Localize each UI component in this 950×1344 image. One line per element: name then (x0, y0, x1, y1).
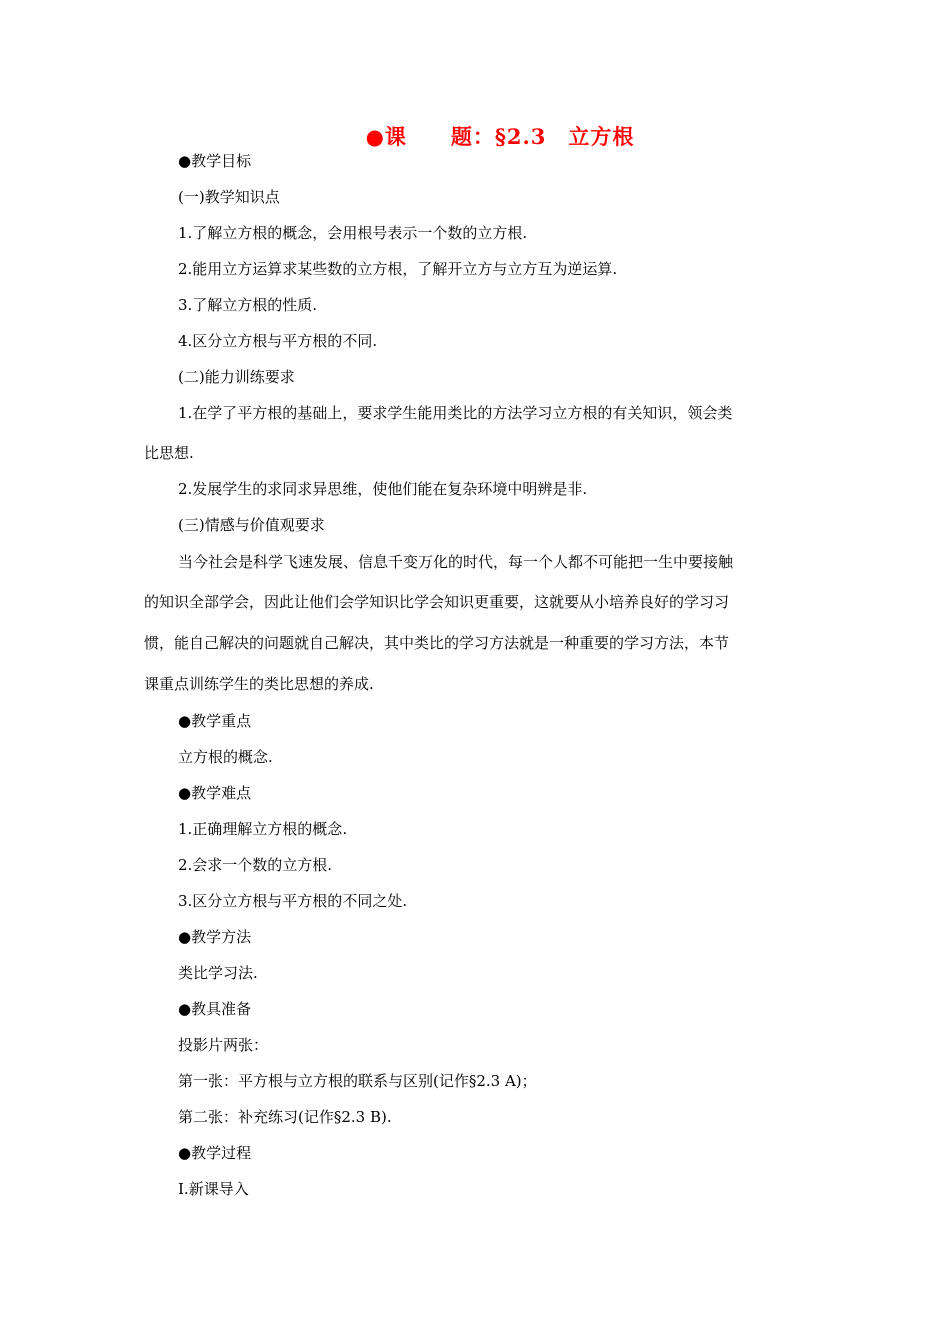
paragraph-line: 3.区分立方根与平方根的不同之处. (178, 892, 408, 910)
paragraph-line: 课重点训练学生的类比思想的养成. (144, 675, 374, 693)
paragraph-line: 立方根的概念. (178, 748, 273, 766)
paragraph-line: Ⅰ.新课导入 (178, 1180, 249, 1198)
document-title: ●课 题：§2.3 立方根 (365, 124, 635, 149)
heading-objectives: ●教学目标 (178, 152, 252, 170)
subheading-knowledge: (一)教学知识点 (178, 188, 280, 206)
heading-process: ●教学过程 (178, 1144, 252, 1162)
paragraph-line: 1.在学了平方根的基础上，要求学生能用类比的方法学习立方根的有关知识，领会类 (178, 404, 733, 422)
paragraph-line: 1.正确理解立方根的概念. (178, 820, 348, 838)
paragraph-line: 当今社会是科学飞速发展、信息千变万化的时代，每一个人都不可能把一生中要接触 (178, 553, 734, 571)
heading-difficulties: ●教学难点 (178, 784, 252, 802)
paragraph-line: 3.了解立方根的性质. (178, 296, 318, 314)
heading-key-points: ●教学重点 (178, 712, 252, 730)
paragraph-line: 2.能用立方运算求某些数的立方根，了解开立方与立方互为逆运算. (178, 260, 618, 278)
paragraph-line: 惯，能自己解决的问题就自己解决，其中类比的学习方法就是一种重要的学习方法，本节 (144, 634, 730, 652)
subheading-ability: (二)能力训练要求 (178, 368, 295, 386)
paragraph-line: 第一张：平方根与立方根的联系与区别(记作§2.3 A)； (178, 1072, 537, 1090)
paragraph-line: 2.会求一个数的立方根. (178, 856, 333, 874)
paragraph-line: 第二张：补充练习(记作§2.3 B). (178, 1108, 392, 1126)
paragraph-line: 投影片两张： (178, 1036, 269, 1054)
heading-materials: ●教具准备 (178, 1000, 252, 1018)
heading-methods: ●教学方法 (178, 928, 252, 946)
subheading-values: (三)情感与价值观要求 (178, 516, 325, 534)
paragraph-line: 的知识全部学会，因此让他们会学知识比学会知识更重要，这就要从小培养良好的学习习 (144, 593, 730, 611)
paragraph-line: 比思想. (144, 444, 194, 462)
paragraph-line: 类比学习法. (178, 964, 258, 982)
paragraph-line: 2.发展学生的求同求异思维，使他们能在复杂环境中明辨是非. (178, 480, 588, 498)
paragraph-line: 4.区分立方根与平方根的不同. (178, 332, 378, 350)
paragraph-line: 1.了解立方根的概念，会用根号表示一个数的立方根. (178, 224, 528, 242)
